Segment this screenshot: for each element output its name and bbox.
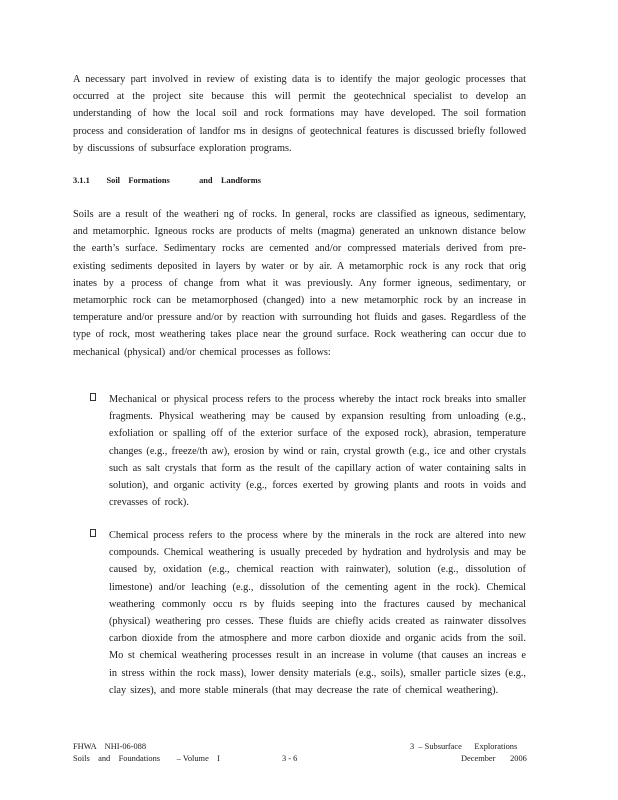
- soils-paragraph: Soils are a result of the weatheri ng of rocks. In general, rocks are classified as igneous, sedimentary, and metamorphic. Igneous rocks are products of melts (magma) generated an unknown distance below the earth’s surface. Sedimentary rocks are cemented and/or compressed materials derived from pre-existing sediments deposited in layers by water or by air. A metamorphic rock is any rock that orig inates by a process of change from what it was previously. Any former igneous, sedimentary, or metamorphic rock can be metamorphosed (changed) into a new metamorphic rock by an increase in temperature and/or pressure and/or by reaction with surrounding hot fluids and gases. Regardless of the type of rock, most weathering takes place near the ground surface. Rock weathering can occur due to mechanical (physical) and/or chemical processes as follows:: [73, 209, 526, 358]
- bullet-box-icon: [90, 393, 96, 401]
- footer-date: December 2006: [461, 754, 527, 763]
- footer-doc-title: Soils and Foundations – Volume I: [73, 754, 220, 763]
- bullet-text-chemical: Chemical process refers to the process where by the minerals in the rock are altered into new compounds. Chemical weathering is usually preceded by hydration and hydrolysis and may be caused by, oxidation (e.g., chemical reaction with rainwater), solution (e.g., dissolution of limestone) and/or leaching (e.g., dissolution of the cementing agent in the rock). Chemical weathering commonly occu rs by fluids seeping into the fractures caused by mechanical (physical) weathering pro cesses. These fluids are chiefly acids created as rainwater dissolves carbon dioxide from the atmosphere and more carbon dioxide and organic acids from the soil. Mo st chemical weathering processes result in an increase in volume (that causes an increas e in stress within the rock mass), lower density materials (e.g., soils), smaller particle sizes (e.g., clay sizes), and more stable minerals (that may decrease the rate of chemical weathering).: [109, 530, 526, 696]
- section-heading: 3.1.1 Soil Formations and Landforms: [73, 176, 261, 185]
- footer-chapter: 3 – Subsurface Explorations: [410, 742, 518, 751]
- intro-paragraph: A necessary part involved in review of existing data is to identify the major geologic processes that occurred at the project site because this will permit the geotechnical specialist to develop an understanding of how the local soil and rock formations may have developed. The soil formation process and consideration of landfor ms in designs of geotechnical features is discussed briefly followed by discussions of subsurface exploration programs.: [73, 74, 526, 154]
- bullet-text-mechanical: Mechanical or physical process refers to the process whereby the intact rock breaks into smaller fragments. Physical weathering may be caused by expansion resulting from unloading (e.g., exfoliation or spalling off of the exterior surface of the exposed rock), abrasion, temperature changes (e.g., freeze/th aw), erosion by wind or rain, crystal growth (e.g., ice and other crystals such as salt crystals that form as the result of the capillary action of water containing salts in solution), and organic activity (e.g., forces exerted by growing plants and roots in voids and crevasses of rock).: [109, 394, 526, 509]
- footer-doc-number: FHWA NHI-06-088: [73, 742, 147, 751]
- bullet-box-icon: [90, 529, 96, 537]
- footer-page-number: 3 - 6: [282, 754, 298, 763]
